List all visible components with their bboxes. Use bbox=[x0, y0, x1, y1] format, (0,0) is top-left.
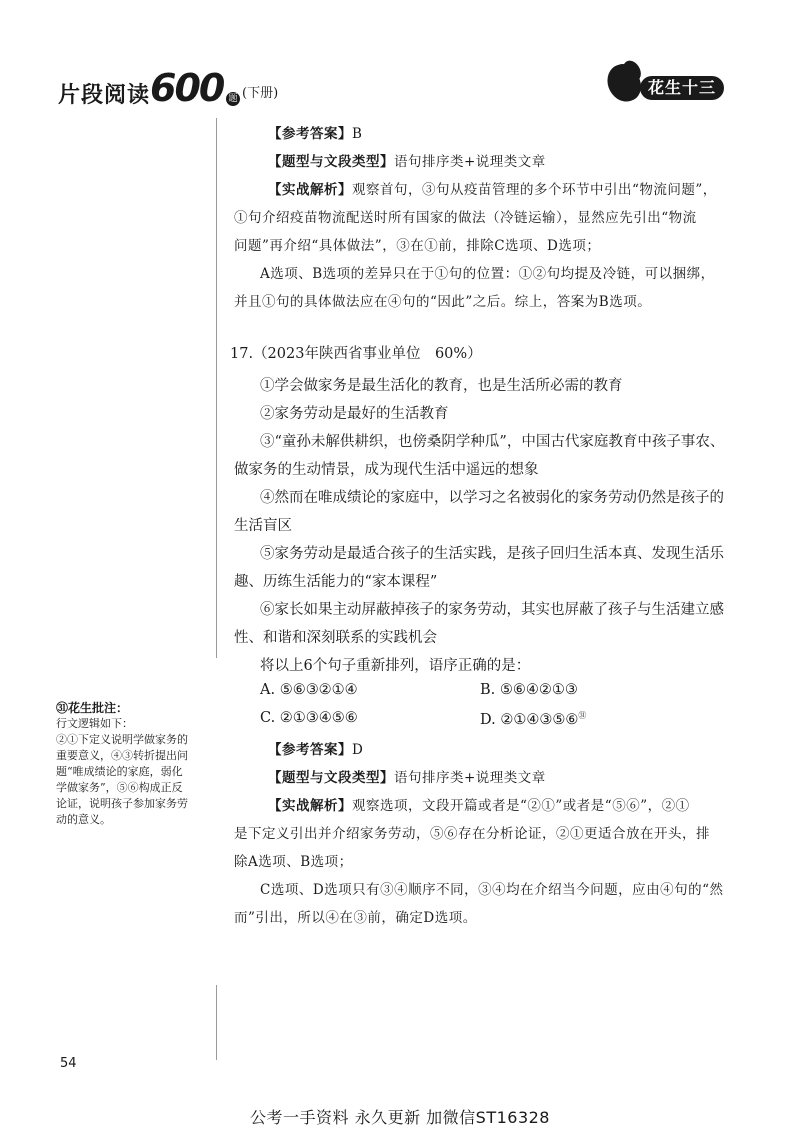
sentence: ③“童孙未解供耕织，也傍桑阴学种瓜”，中国古代家庭教育中孩子事农、 bbox=[260, 434, 725, 450]
analysis-text: 观察选项，文段开篇或者是“②①”或者是“⑤⑥”，②① bbox=[352, 798, 690, 814]
prev-answer bbox=[268, 122, 362, 142]
answer-label: 【参考答案】 bbox=[268, 126, 352, 142]
type-value: 语句排序类+说理类文章 bbox=[394, 154, 546, 170]
sentence: 生活盲区 bbox=[234, 518, 292, 534]
book-title-number: 600 bbox=[150, 66, 224, 110]
question-prompt: 将以上6个句子重新排列，语序正确的是： bbox=[260, 658, 531, 674]
analysis-line bbox=[268, 794, 690, 814]
side-note-line: 重要意义，④③转折提出问 bbox=[56, 749, 188, 762]
side-note-line: 学做家务”，⑤⑥构成正反 bbox=[56, 781, 183, 794]
type-label: 【题型与文段类型】 bbox=[268, 770, 394, 786]
type-label: 【题型与文段类型】 bbox=[268, 154, 394, 170]
side-note-line: 论证，说明孩子参加家务劳 bbox=[56, 797, 188, 810]
page-number: 54 bbox=[60, 1056, 77, 1071]
side-note-line: 动的意义。 bbox=[56, 813, 111, 826]
option-d bbox=[480, 710, 586, 728]
analysis-line: 除A选项、B选项； bbox=[234, 854, 353, 870]
prev-analysis-line: A选项、B选项的差异只在于①句的位置：①②句均提及冷链，可以捆绑， bbox=[260, 266, 715, 282]
analysis-line: C选项、D选项只有③④顺序不同，③④均在介绍当今问题，应由④句的“然 bbox=[260, 882, 724, 898]
option-c: C. ②①③④⑤⑥ bbox=[260, 710, 358, 726]
option-b: B. ⑤⑥④②①③ bbox=[480, 682, 578, 698]
prev-analysis-line: 问题”再介绍“具体做法”，③在①前，排除C选项、D选项； bbox=[234, 238, 601, 254]
analysis-label: 【实战解析】 bbox=[268, 798, 352, 814]
question-title: 17.（2023年陕西省事业单位 60%） bbox=[230, 346, 482, 362]
footnote-marker: ㉛ bbox=[578, 711, 587, 720]
analysis-line: 而”引出，所以④在③前，确定D选项。 bbox=[234, 910, 477, 926]
analysis-text: 观察首句，③句从疫苗管理的多个环节中引出“物流问题”， bbox=[352, 182, 717, 198]
sentence: ①学会做家务是最生活化的教育，也是生活所必需的教育 bbox=[260, 378, 623, 394]
footer-watermark: 公考一手资料 永久更新 加微信ST16328 bbox=[249, 1108, 550, 1127]
side-note-line: ②①下定义说明学做家务的 bbox=[56, 733, 188, 746]
brand-logo bbox=[598, 60, 748, 106]
option-a: A. ⑤⑥③②①④ bbox=[260, 682, 358, 698]
side-note-title: ㉛花生批注： bbox=[56, 701, 129, 715]
side-note-line: 行文逻辑如下： bbox=[56, 717, 133, 730]
prev-type bbox=[268, 150, 546, 170]
prev-analysis-line: ①句介绍疫苗物流配送时所有国家的做法（冷链运输），显然应先引出“物流 bbox=[234, 210, 697, 226]
answer-value: B bbox=[352, 126, 363, 142]
answer-value: D bbox=[352, 742, 364, 758]
analysis-label: 【实战解析】 bbox=[268, 182, 352, 198]
side-note bbox=[56, 700, 216, 828]
sentence: 趣、历练生活能力的“家本课程” bbox=[234, 574, 438, 590]
answer bbox=[268, 738, 363, 758]
side-note-line: 题“唯成绩论的家庭，弱化 bbox=[56, 765, 183, 778]
type-value: 语句排序类+说理类文章 bbox=[394, 770, 546, 786]
type bbox=[268, 766, 546, 786]
margin-rule-top bbox=[216, 118, 217, 658]
sentence: ⑥家长如果主动屏蔽掉孩子的家务劳动，其实也屏蔽了孩子与生活建立感 bbox=[260, 602, 724, 618]
prev-analysis-line: 并且①句的具体做法应在④句的“因此”之后。综上，答案为B选项。 bbox=[234, 294, 652, 310]
sentence: ②家务劳动是最好的生活教育 bbox=[260, 406, 449, 422]
margin-rule-bottom bbox=[216, 985, 217, 1060]
sentence: 性、和谐和深刻联系的实践机会 bbox=[234, 630, 437, 646]
book-title-suffix: (下册) bbox=[242, 86, 279, 101]
book-title-badge: 题 bbox=[226, 92, 240, 106]
answer-label: 【参考答案】 bbox=[268, 742, 352, 758]
analysis-line: 是下定义引出并介绍家务劳动，⑤⑥存在分析论证，②①更适合放在开头，排 bbox=[234, 826, 710, 842]
sentence: 做家务的生动情景，成为现代生活中遥远的想象 bbox=[234, 462, 539, 478]
sentence: ④然而在唯成绩论的家庭中，以学习之名被弱化的家务劳动仍然是孩子的 bbox=[260, 490, 724, 506]
brand-name: 花生十三 bbox=[640, 76, 724, 100]
book-title-prefix: 片段阅读 bbox=[58, 82, 151, 108]
sentence: ⑤家务劳动是最适合孩子的生活实践，是孩子回归生活本真、发现生活乐 bbox=[260, 546, 724, 562]
option-d-text: D. ②①④③⑤⑥ bbox=[480, 711, 579, 728]
prev-analysis-line bbox=[268, 178, 717, 198]
